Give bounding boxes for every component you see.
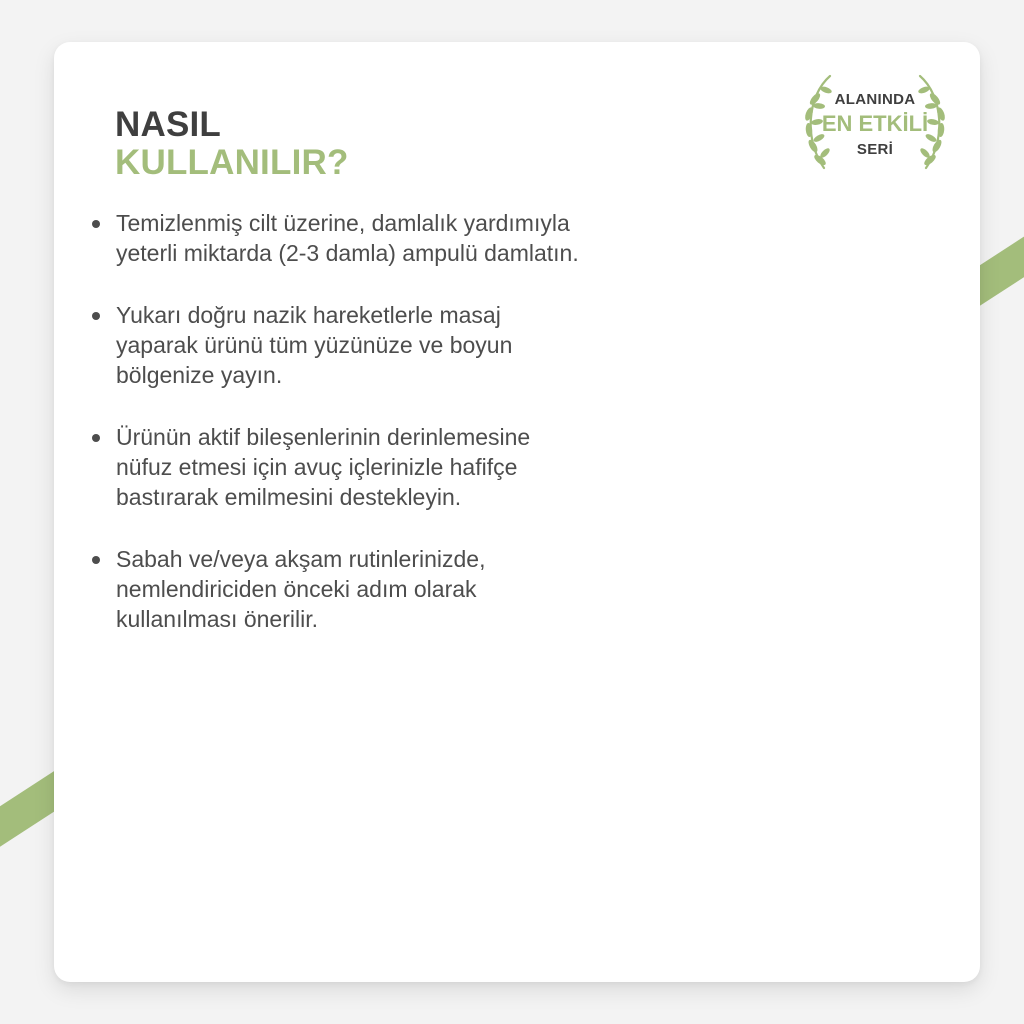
step-text: Sabah ve/veya akşam rutinlerinizde, nemlendiriciden önceki adım olarak kullanılması önerilir. <box>116 546 486 632</box>
list-item <box>88 544 588 634</box>
bullet-dot <box>92 220 100 228</box>
step-text: Yukarı doğru nazik hareketlerle masaj yaparak ürünü tüm yüzünüze ve boyun bölgenize yayın. <box>116 302 513 388</box>
step-text: Temizlenmiş cilt üzerine, damlalık yardımıyla yeterli miktarda (2-3 damla) ampulü damlatın. <box>116 210 579 266</box>
list-item <box>88 208 588 268</box>
bullet-dot <box>92 312 100 320</box>
list-item <box>88 422 588 512</box>
title-line-2: KULLANILIR? <box>115 143 349 182</box>
usage-steps-list <box>88 208 588 666</box>
badge-line-1: ALANINDA <box>834 91 916 108</box>
page-title <box>115 106 349 182</box>
badge-line-2: EN ETKİLİ <box>821 111 929 136</box>
step-text: Ürünün aktif bileşenlerinin derinlemesine nüfuz etmesi için avuç içlerinizle hafifçe bastırarak emilmesini destekleyin. <box>116 424 531 510</box>
bullet-dot <box>92 434 100 442</box>
title-line-1: NASIL <box>115 105 221 144</box>
badge-line-3: SERİ <box>856 141 894 158</box>
list-item <box>88 300 588 390</box>
bullet-dot <box>92 556 100 564</box>
award-badge <box>800 70 950 172</box>
